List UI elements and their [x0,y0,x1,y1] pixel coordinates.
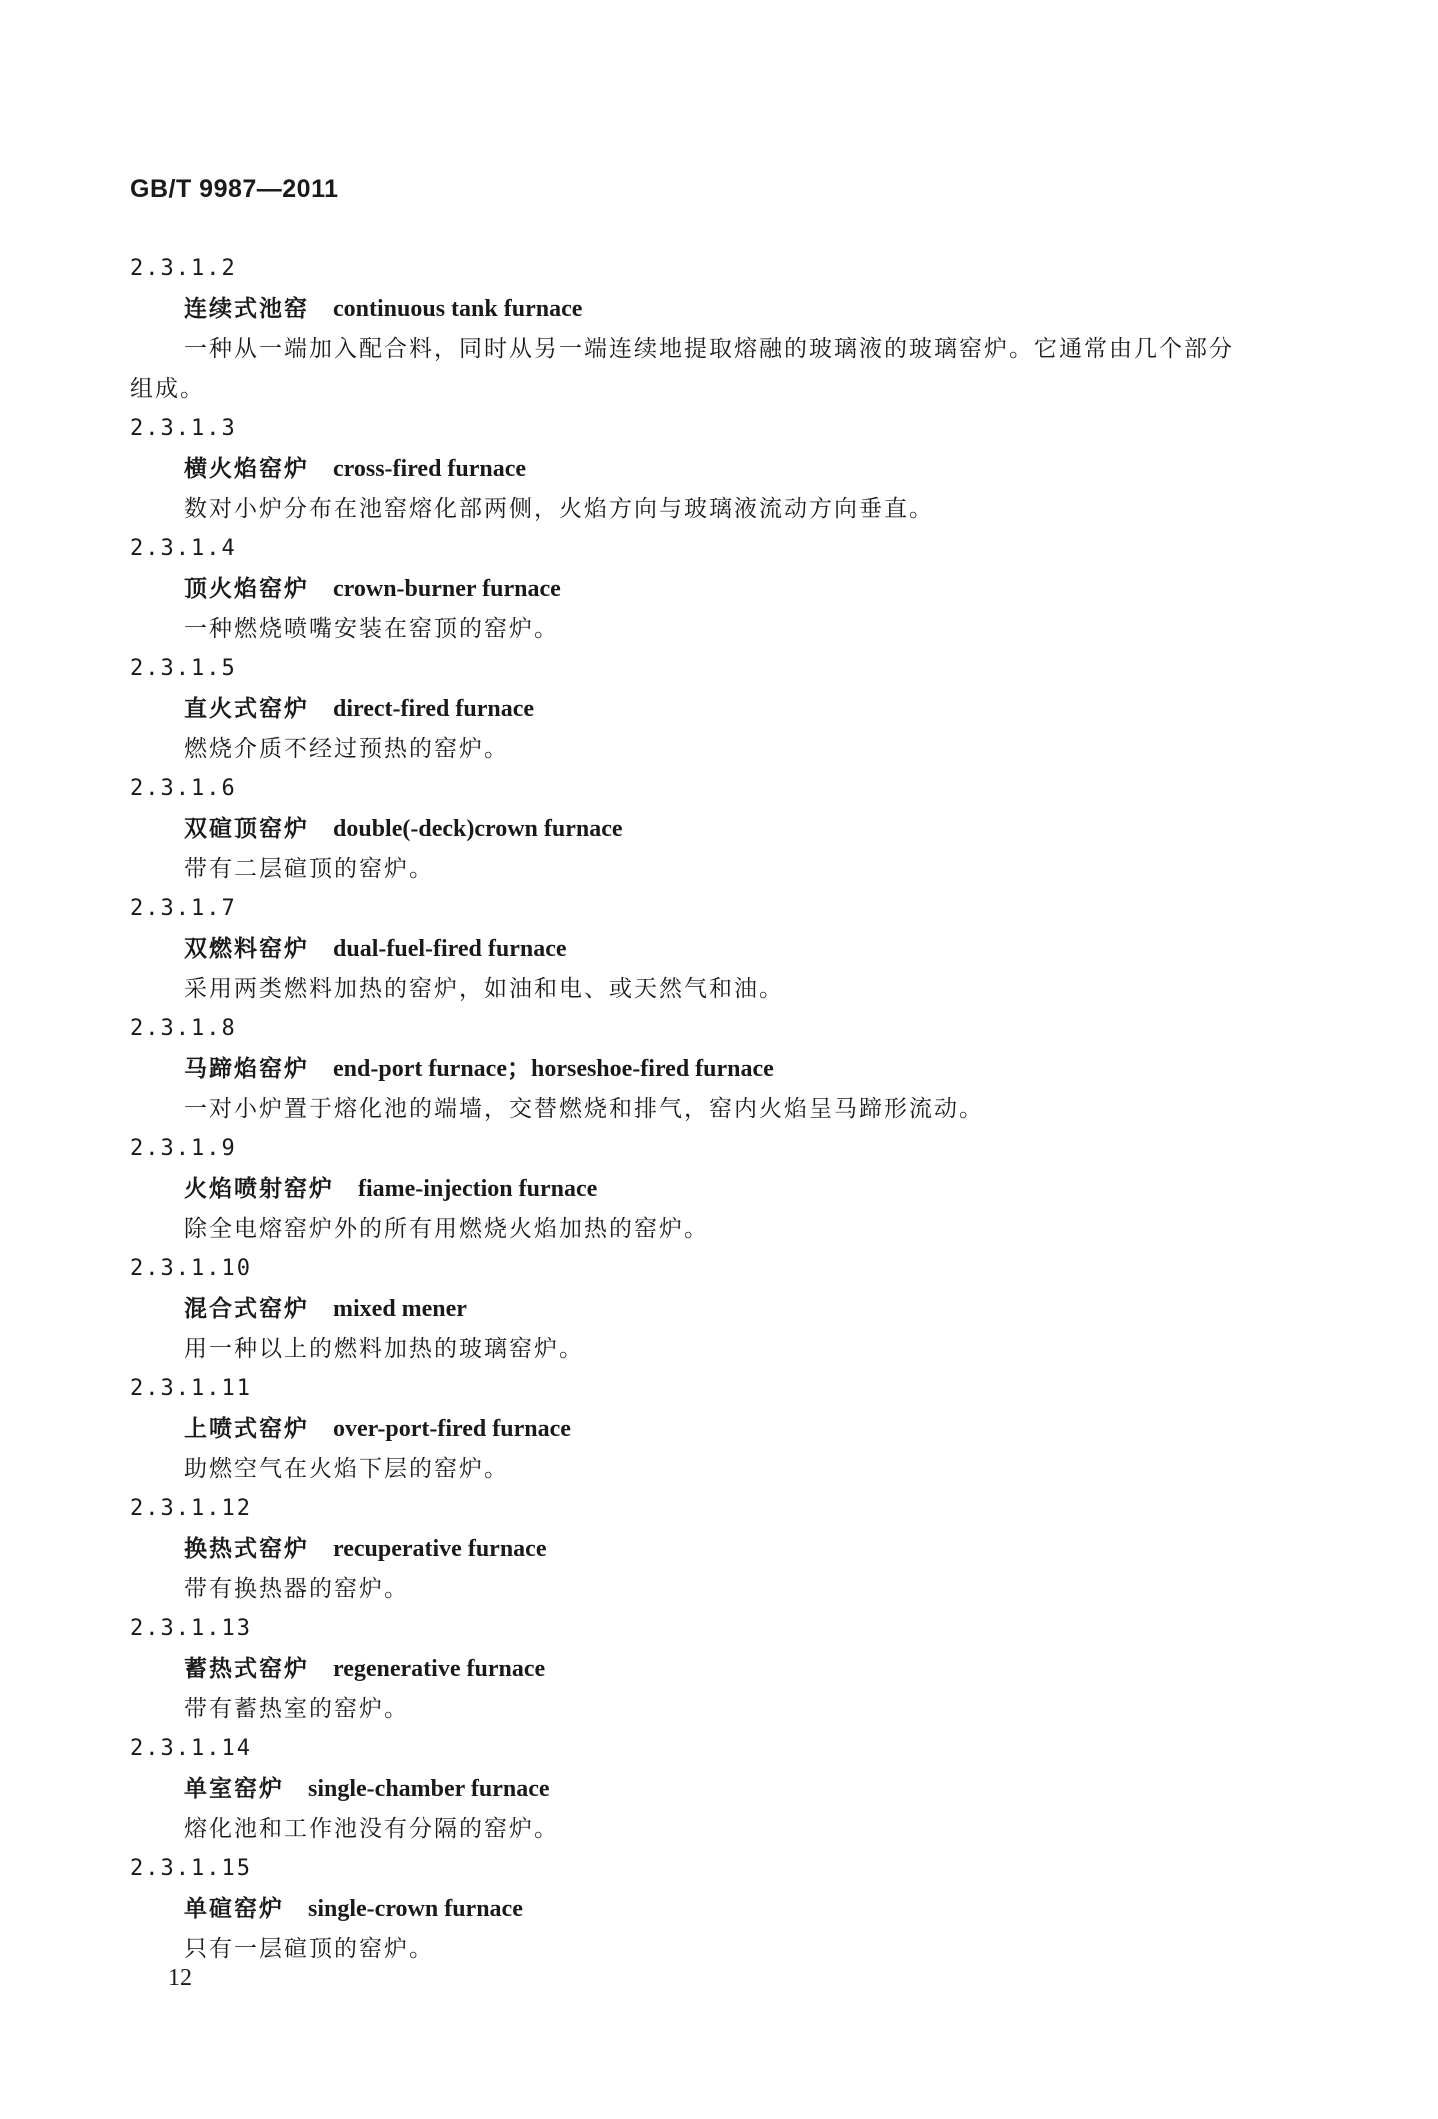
term-definition: 一对小炉置于熔化池的端墙，交替燃烧和排气，窑内火焰呈马蹄形流动。 [184,1096,984,1122]
term-definition: 只有一层碹顶的窑炉。 [184,1936,434,1962]
term-definition-continuation: 组成。 [130,376,205,402]
term-english: single-chamber furnace [308,1776,550,1802]
clause-number: 2.3.1.15 [130,1856,252,1881]
term-english: over-port-fired furnace [333,1416,571,1442]
clause-number: 2.3.1.11 [130,1376,252,1401]
clause-number: 2.3.1.14 [130,1736,252,1761]
term-heading [0,1049,1438,1089]
term-english: dual-fuel-fired furnace [333,936,567,962]
term-chinese: 换热式窑炉 [184,1536,309,1562]
term-definition: 一种燃烧喷嘴安装在窑顶的窑炉。 [184,616,559,642]
term-definition: 除全电熔窑炉外的所有用燃烧火焰加热的窑炉。 [184,1216,709,1242]
term-chinese: 连续式池窑 [184,296,309,322]
term-chinese: 单室窑炉 [184,1776,284,1802]
term-heading [0,1649,1438,1689]
term-heading [0,1769,1438,1809]
term-entry [0,1249,1438,1369]
term-heading [0,569,1438,609]
clause-number: 2.3.1.2 [130,256,237,281]
term-heading [0,1289,1438,1329]
term-chinese: 火焰喷射窑炉 [184,1176,334,1202]
clause-number: 2.3.1.8 [130,1016,237,1041]
term-heading [0,1169,1438,1209]
term-chinese: 双碹顶窑炉 [184,816,309,842]
term-heading [0,1409,1438,1449]
term-english: cross-fired furnace [333,456,527,482]
clause-number: 2.3.1.6 [130,776,237,801]
term-entry [0,1369,1438,1489]
term-definition: 用一种以上的燃料加热的玻璃窑炉。 [184,1336,584,1362]
clause-number: 2.3.1.9 [130,1136,237,1161]
clause-number: 2.3.1.12 [130,1496,252,1521]
term-english: single-crown furnace [308,1896,523,1922]
term-heading [0,1889,1438,1929]
clause-number: 2.3.1.3 [130,416,237,441]
term-definition: 带有蓄热室的窑炉。 [184,1696,409,1722]
term-chinese: 直火式窑炉 [184,696,309,722]
document-id-header: GB/T 9987—2011 [130,175,339,203]
term-english: double(-deck)crown furnace [333,816,623,842]
term-entry [0,1489,1438,1609]
term-english: end-port furnace；horseshoe-fired furnace [333,1056,774,1082]
term-entry [0,1009,1438,1129]
term-heading [0,809,1438,849]
term-english: direct-fired furnace [333,696,535,722]
term-entry [0,249,1438,409]
term-chinese: 蓄热式窑炉 [184,1656,309,1682]
term-english: mixed mener [333,1296,467,1322]
clause-number: 2.3.1.10 [130,1256,252,1281]
term-definition: 熔化池和工作池没有分隔的窑炉。 [184,1816,559,1842]
term-chinese: 混合式窑炉 [184,1296,309,1322]
term-definition: 助燃空气在火焰下层的窑炉。 [184,1456,509,1482]
term-english: regenerative furnace [333,1656,546,1682]
term-entry [0,1729,1438,1849]
term-heading [0,1529,1438,1569]
term-chinese: 顶火焰窑炉 [184,576,309,602]
term-entry [0,769,1438,889]
term-chinese: 双燃料窑炉 [184,936,309,962]
term-chinese: 单碹窑炉 [184,1896,284,1922]
term-entry [0,649,1438,769]
term-heading [0,929,1438,969]
clause-number: 2.3.1.7 [130,896,237,921]
term-definition: 带有二层碹顶的窑炉。 [184,856,434,882]
term-chinese: 横火焰窑炉 [184,456,309,482]
clause-number: 2.3.1.13 [130,1616,252,1641]
term-entry [0,1129,1438,1249]
term-chinese: 马蹄焰窑炉 [184,1056,309,1082]
term-definition: 一种从一端加入配合料，同时从另一端连续地提取熔融的玻璃液的玻璃窑炉。它通常由几个部分 [184,336,1234,362]
term-entry [0,409,1438,529]
clause-number: 2.3.1.5 [130,656,237,681]
term-heading [0,289,1438,329]
term-english: continuous tank furnace [333,296,583,322]
term-definition: 燃烧介质不经过预热的窑炉。 [184,736,509,762]
term-english: recuperative furnace [333,1536,547,1562]
term-entry [0,889,1438,1009]
clause-number: 2.3.1.4 [130,536,237,561]
page-number: 12 [168,1965,192,1991]
term-entry [0,1849,1438,1969]
term-heading [0,689,1438,729]
term-entry [0,1609,1438,1729]
term-definition: 带有换热器的窑炉。 [184,1576,409,1602]
term-chinese: 上喷式窑炉 [184,1416,309,1442]
term-definition: 数对小炉分布在池窑熔化部两侧，火焰方向与玻璃液流动方向垂直。 [184,496,934,522]
term-english: crown-burner furnace [333,576,561,602]
term-english: fiame-injection furnace [358,1176,598,1202]
term-definition: 采用两类燃料加热的窑炉，如油和电、或天然气和油。 [184,976,784,1002]
term-heading [0,449,1438,489]
term-entry [0,529,1438,649]
term-list [0,249,1438,1969]
